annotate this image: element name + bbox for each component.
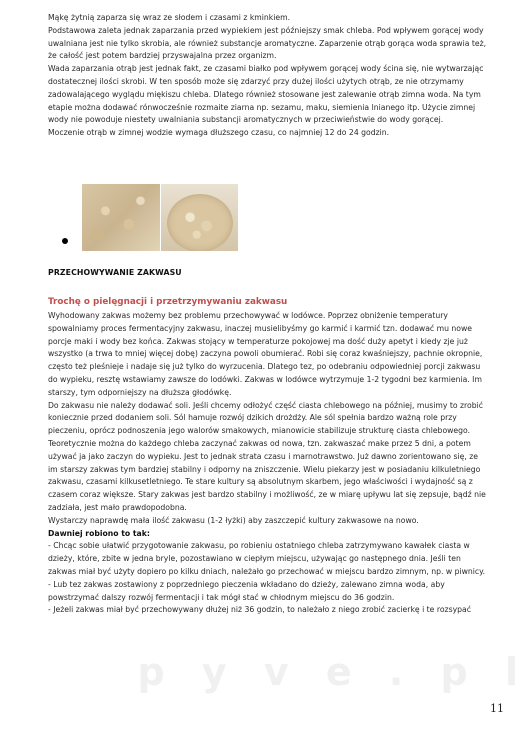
- sourdough-photo: [82, 184, 160, 251]
- paragraph: Do zakwasu nie należy dodawać soli. Jeśli chcemy odłożyć część ciasta chlebowego na później, musimy to zrobić koniecznie przed dodaniem soli. Sól hamuje rozwój dzikich drożdży. Ale sól spełnia bardzo ważną role przy pieczeniu, oprócz podnoszenia jego walorów smakowych, mianowicie stabilizuje strukturę ciasta chlebowego.: [48, 400, 483, 436]
- paragraph: Wada zaparzania otrąb jest jednak fakt, ze czasami białko pod wpływem gorącej wody ścina się, nie wytwarzając dostatecznej ilości skrobi. W ten sposób może się zdarzyć przy dużej ilości użytych otrąb, ze nie otrzymamy zadowalającego wyglądu miękiszu chleba. Dlatego również stosowane jest zalewanie otrąb zimna woda. Na tym etapie można dodawać rónwocześnie rozmaite ziarna np. sezamu, maku, siemienia lnianego itp. Użycie zimnej wody nie powoduje niestety uwalniania substancji aromatycznych w przeciwieństwie do wody gorącej.: [48, 64, 484, 125]
- section-heading: PRZECHOWYWANIE ZAKWASU: [48, 268, 182, 277]
- paragraph: Wyhodowany zakwas możemy bez problemu przechowywać w lodówce. Poprzez obniżenie temperatury spowalniamy proces fermentacyjny zakwasu, inaczej musielibyśmy go karmić i karmić tzn. dodawać mu nowe porcje maki i wody bez końca. Zakwas stojący w temperaturze pokojowej ma dość duży apetyt i kiedy zje już wszystko (a trwa to mniej więcej dobę) zaczyna powoli obumierać. Robi się coraz kwaśniejszy, pachnie okropnie, często też pleśnieje i nadaje się już tylko do wyrzucenia. Dlatego tez, po odebraniu odpowiedniej porcji zakwasu do wypieku, resztę wstawiamy zawsze do lodówki. Zakwas w lodówce wytrzymuje 1-2 tygodni bez karmienia. Im starszy, tym odporniejszy na dłuższa głodówkę.: [48, 311, 483, 397]
- photo-strip: [82, 184, 238, 251]
- storage-section: [48, 310, 488, 617]
- paragraph: Mąkę żytnią zaparza się wraz ze słodem i czasami z kminkiem.: [48, 13, 291, 22]
- list-item: - Chcąc sobie ułatwić przygotowanie zakwasu, po robieniu ostatniego chleba zatrzymywano kawałek ciasta w dzieży, które, zbite w jedna bryle, pozostawiano w ciepłym miejscu, używając go następnego dnia. Jeśli ten zakwas miał być użyty dopiero po kilku dniach, należało go przechować w miejscu bardzo zimnym, np. w piwnicy.: [48, 541, 486, 576]
- paragraph: Wystarczy naprawdę mała ilość zakwasu (1-2 łyżki) aby zaszczepić kultury zakwasowe na nowo.: [48, 515, 419, 525]
- paragraph: Podstawowa zaleta jednak zaparzania przed wypiekiem jest późniejszy smak chleba. Pod wpływem gorącej wody uwalniana jest nie tylko skrobia, ale również substancje aromatyczne. Zaparzenie otrąb gorąca woda sprawia też, że całość jest potem bardziej przyswajalna przez organizm.: [48, 25, 487, 61]
- intro-section: [48, 12, 488, 140]
- paragraph: Teoretycznie można do każdego chleba zaczynać zakwas od nowa, tzn. zakwaszać make przez 5 dni, a potem używać ja jako zaczyn do wypieku. Jest to jednak strata czasu i marnotrawstwo. Już dawno zorientowano się, ze im starszy zakwas tym bardziej stabilny i odporny na zniszczenie. Wielu piekarzy jest w posiadaniu kilkuletniego zakwasu, czasami kilkusetletniego. Te stare kultury są absolutnym skarbem, jego właściwości i wydajność są z czasem coraz większe. Stary zakwas jest bardzo stabilny i możliwość, ze w miarę upływu lat się zepsuje, bądź nie zadziała, jest mało prawdopodobna.: [48, 438, 486, 512]
- list-bullet: [62, 238, 68, 244]
- sourdough-jar-photo: [161, 184, 239, 251]
- bold-label: Dawniej robiono to tak:: [48, 528, 150, 538]
- page-number: 11: [490, 702, 504, 715]
- list-item: - Jeżeli zakwas miał być przechowywany dłużej niż 36 godzin, to należało z niego zrobić zacierkę i te rozsypać: [48, 605, 471, 615]
- watermark: p y v e . p l: [137, 650, 530, 694]
- paragraph: Moczenie otrąb w zimnej wodzie wymaga dłuższego czasu, co najmniej 12 do 24 godzin.: [48, 128, 390, 138]
- list-item: - Lub tez zakwas zostawiony z poprzedniego pieczenia wkładano do dzieży, zalewano zimna woda, aby powstrzymać dalszy rozwój fermentacji i tak mógł stać w chłodnym miejscu do 36 godzin.: [48, 579, 445, 602]
- section-subheading: Trochę o pielęgnacji i przetrzymywaniu zakwasu: [48, 297, 288, 307]
